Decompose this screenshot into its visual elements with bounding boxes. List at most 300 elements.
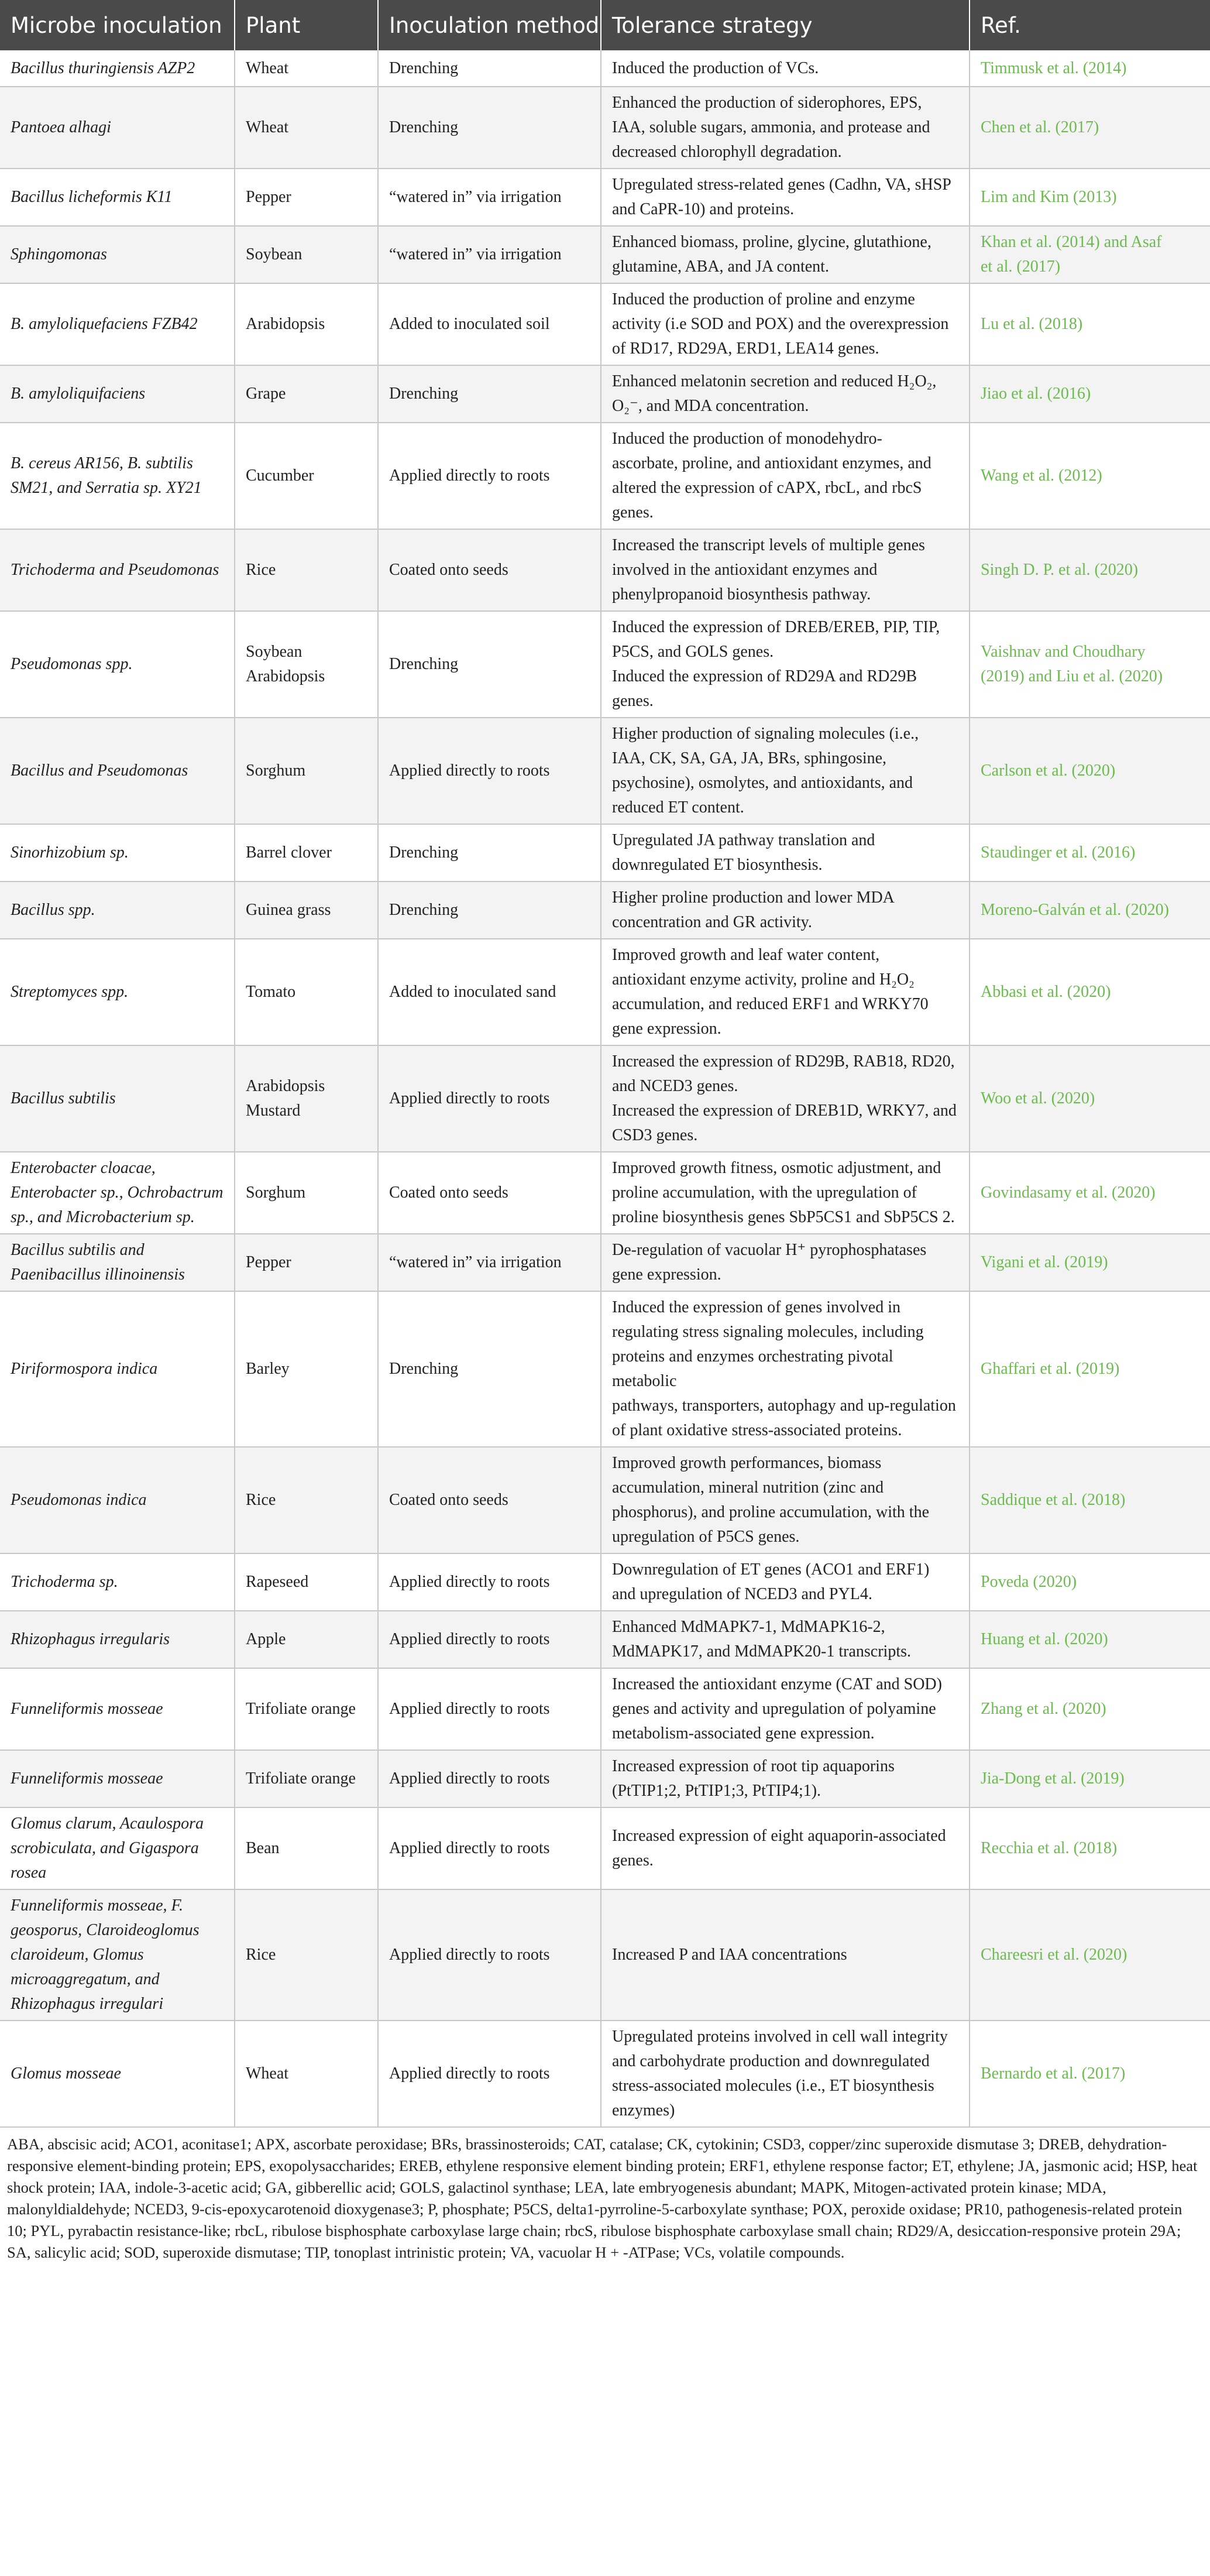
microbe-cell-line: rosea [11,1864,47,1882]
plant-cell-line: Sorghum [246,1184,306,1202]
strategy-cell-line: Induced the expression of RD29A and RD29B [612,667,917,685]
microbe-cell-line: Bacillus subtilis [11,1089,116,1107]
reference-link-line[interactable]: Chen et al. (2017) [981,118,1099,136]
reference-link[interactable] [970,529,1210,611]
plant-cell [235,226,378,283]
microbe-cell [0,529,235,611]
strategy-cell-line: Increased the expression of DREB1D, WRKY7, and [612,1102,957,1120]
strategy-cell-line: gene expression. [612,1020,721,1038]
strategy-cell-line: O₂⁻, and MDA concentration. [612,397,809,415]
strategy-cell [601,423,970,529]
strategy-cell-line: genes. [612,1851,654,1870]
plant-cell-line: Pepper [246,188,291,206]
strategy-cell-line: Induced the production of monodehydro- [612,430,882,448]
strategy-cell-line: upregulation of P5CS genes. [612,1528,800,1546]
strategy-cell-line: proline biosynthesis genes SbP5CS1 and SbP5CS 2. [612,1208,955,1226]
strategy-cell-line: IAA, CK, SA, GA, JA, BRs, sphingosine, [612,749,887,767]
reference-link-line[interactable]: Moreno-Galván et al. (2020) [981,901,1169,919]
table-row [0,1045,1210,1152]
reference-link-line[interactable]: Wang et al. (2012) [981,467,1102,485]
plant-cell [235,423,378,529]
plant-cell [235,881,378,939]
microbe-cell [0,283,235,365]
strategy-cell-line: Increased P and IAA concentrations [612,1946,847,1964]
reference-link[interactable] [970,611,1210,718]
microbe-cell [0,1889,235,2021]
method-cell: Drenching [378,87,601,169]
plant-cell [235,529,378,611]
table-row [0,1750,1210,1807]
reference-link[interactable] [970,1553,1210,1611]
strategy-cell-line: Higher production of signaling molecules (i.e., [612,725,919,743]
reference-link-line[interactable]: Timmusk et al. (2014) [981,59,1127,77]
plant-cell-line: Rice [246,1491,276,1509]
reference-link-line[interactable]: Staudinger et al. (2016) [981,843,1136,862]
strategy-cell-line: IAA, soluble sugars, ammonia, and protease and [612,118,930,136]
table-row [0,365,1210,423]
strategy-cell-line: glutamine, ABA, and JA content. [612,258,829,276]
strategy-cell-line: Enhanced the production of siderophores, EPS, [612,94,922,112]
strategy-cell-line: reduced ET content. [612,798,744,817]
microbe-cell [0,718,235,824]
reference-link-line[interactable]: Saddique et al. (2018) [981,1491,1126,1509]
strategy-cell-line: Enhanced melatonin secretion and reduced H₂O₂, [612,372,937,390]
table-row [0,50,1210,87]
reference-link-line[interactable]: Carlson et al. (2020) [981,762,1116,780]
microbe-cell-line: sp., and Microbacterium sp. [11,1208,195,1226]
strategy-cell-line: Increased the antioxidant enzyme (CAT and SOD) [612,1675,942,1693]
strategy-cell [601,1152,970,1234]
microbe-cell-line: Sinorhizobium sp. [11,843,129,862]
strategy-cell [601,226,970,283]
microbe-cell-line: Bacillus thuringiensis AZP2 [11,59,195,77]
reference-link-line[interactable]: Jiao et al. (2016) [981,385,1091,403]
microbe-cell-line: B. cereus AR156, B. subtilis [11,454,193,472]
table-row [0,1234,1210,1291]
strategy-cell [601,1750,970,1807]
plant-cell [235,1668,378,1750]
table-row [0,1889,1210,2021]
strategy-cell-line: concentration and GR activity. [612,913,812,931]
microbe-cell-line: Pantoea alhagi [11,118,111,136]
strategy-cell-line: De-regulation of vacuolar H⁺ pyrophosphatases [612,1241,927,1259]
method-cell: Applied directly to roots [378,1045,601,1152]
plant-cell-line: Cucumber [246,467,314,485]
plant-cell [235,50,378,87]
plant-cell [235,1234,378,1291]
method-cell: Applied directly to roots [378,423,601,529]
table-row [0,1668,1210,1750]
microbe-cell-line: Funneliformis mosseae [11,1700,163,1718]
method-cell: Coated onto seeds [378,529,601,611]
reference-link-line[interactable]: Bernardo et al. (2017) [981,2064,1126,2083]
reference-link[interactable] [970,87,1210,169]
microbe-cell-line: Rhizophagus irregularis [11,1630,170,1648]
microbe-cell [0,87,235,169]
microbe-cell [0,1234,235,1291]
microbe-cell [0,939,235,1045]
strategy-cell [601,1611,970,1668]
method-cell: Applied directly to roots [378,1807,601,1889]
microbe-cell-line: Bacillus spp. [11,901,95,919]
microbe-cell-line: SM21, and Serratia sp. XY21 [11,479,202,497]
microbe-cell [0,1045,235,1152]
strategy-cell-line: of RD17, RD29A, ERD1, LEA14 genes. [612,339,879,358]
reference-link[interactable] [970,1447,1210,1553]
strategy-cell-line: Increased expression of eight aquaporin-associated [612,1827,946,1845]
table-row [0,1291,1210,1447]
microbe-cell [0,169,235,226]
plant-cell-line: Arabidopsis [246,315,325,333]
strategy-cell-line: Enhanced MdMAPK7-1, MdMAPK16-2, [612,1618,885,1636]
strategy-cell-line: involved in the antioxidant enzymes and [612,561,878,579]
method-cell: Added to inoculated sand [378,939,601,1045]
method-cell: Drenching [378,50,601,87]
strategy-cell-line: P5CS, and GOLS genes. [612,643,774,661]
table-row [0,939,1210,1045]
microbe-cell-line: Funneliformis mosseae, F. [11,1896,184,1915]
plant-cell [235,1807,378,1889]
strategy-cell-line: Increased the transcript levels of multiple genes [612,536,925,554]
reference-link-line[interactable]: Lim and Kim (2013) [981,188,1117,206]
strategy-cell-line: regulating stress signaling molecules, including [612,1323,924,1341]
strategy-cell [601,283,970,365]
plant-cell [235,1611,378,1668]
plant-cell-line: Guinea grass [246,901,331,919]
plant-cell [235,283,378,365]
strategy-cell-line: genes. [612,692,654,710]
reference-link[interactable] [970,2021,1210,2127]
strategy-cell-line: Improved growth performances, biomass [612,1454,882,1472]
strategy-cell-line: Increased expression of root tip aquaporins [612,1757,895,1775]
strategy-cell-line: genes and activity and upregulation of polyamine [612,1700,936,1718]
strategy-cell-line: Induced the expression of genes involved in [612,1298,900,1316]
table-row [0,1611,1210,1668]
strategy-cell [601,824,970,881]
strategy-cell-line: accumulation, and reduced ERF1 and WRKY70 [612,995,929,1013]
strategy-cell-line: phosphorus), and proline accumulation, with the [612,1503,929,1521]
reference-link[interactable] [970,1045,1210,1152]
table-row [0,718,1210,824]
microbe-cell-line: claroideum, Glomus [11,1946,144,1964]
strategy-cell-line: Induced the production of VCs. [612,59,819,77]
plant-cell-line: Rice [246,1946,276,1964]
strategy-cell-line: Improved growth fitness, osmotic adjustment, and [612,1159,941,1177]
microbe-cell-line: Paenibacillus illinoinensis [11,1265,185,1284]
strategy-cell-line: gene expression. [612,1265,721,1284]
strategy-cell [601,1045,970,1152]
microbe-cell-line: scrobiculata, and Gigaspora [11,1839,199,1857]
strategy-cell [601,50,970,87]
strategy-cell [601,1291,970,1447]
strategy-cell [601,529,970,611]
method-cell: “watered in” via irrigation [378,226,601,283]
reference-link-line[interactable]: Woo et al. (2020) [981,1089,1095,1107]
reference-link-line[interactable]: Khan et al. (2014) and Asaf [981,233,1162,251]
method-cell: Drenching [378,881,601,939]
reference-link-line[interactable]: Lu et al. (2018) [981,315,1083,333]
reference-link-line[interactable]: Abbasi et al. (2020) [981,983,1111,1001]
strategy-cell-line: MdMAPK17, and MdMAPK20-1 transcripts. [612,1642,911,1661]
table-row [0,881,1210,939]
plant-cell-line: Tomato [246,983,296,1001]
microbe-cell [0,50,235,87]
table-row [0,87,1210,169]
strategy-cell [601,1889,970,2021]
table-row [0,1807,1210,1889]
reference-link-line[interactable]: et al. (2017) [981,258,1061,276]
plant-cell [235,611,378,718]
reference-link-line[interactable]: Jia-Dong et al. (2019) [981,1769,1125,1788]
microbe-cell-line: Bacillus licheformis K11 [11,188,173,206]
plant-cell [235,1045,378,1152]
strategy-cell-line: Upregulated stress-related genes (Cadhn, VA, sHSP [612,176,951,194]
microbe-cell-line: Sphingomonas [11,245,107,263]
plant-cell [235,1152,378,1234]
reference-link[interactable] [970,1668,1210,1750]
plant-cell-line: Trifoliate orange [246,1769,356,1788]
method-cell: Drenching [378,824,601,881]
method-cell: Applied directly to roots [378,1553,601,1611]
reference-link[interactable] [970,718,1210,824]
header-ref: Ref. [970,0,1210,50]
reference-link[interactable] [970,1807,1210,1889]
microbe-cell-line: Enterobacter cloacae, [11,1159,156,1177]
reference-link-line[interactable]: Govindasamy et al. (2020) [981,1184,1156,1202]
plant-cell-line: Bean [246,1839,280,1857]
method-cell: Coated onto seeds [378,1447,601,1553]
reference-link-line[interactable]: Vaishnav and Choudhary [981,643,1146,661]
reference-link[interactable] [970,881,1210,939]
table-row [0,529,1210,611]
strategy-cell-line: pathways, transporters, autophagy and up-regulation [612,1397,956,1415]
reference-link[interactable] [970,824,1210,881]
table-row [0,423,1210,529]
reference-link-line[interactable]: (2019) and Liu et al. (2020) [981,667,1163,685]
microbe-cell [0,881,235,939]
microbe-cell-line: Streptomyces spp. [11,983,129,1001]
plant-cell [235,1291,378,1447]
strategy-cell-line: Induced the expression of DREB/EREB, PIP, TIP, [612,618,940,636]
table-row [0,1152,1210,1234]
strategy-cell-line: proteins and enzymes orchestrating pivotal metabolic [612,1347,893,1390]
microbe-cell-line: geosporus, Claroideoglomus [11,1921,200,1939]
reference-link[interactable] [970,423,1210,529]
plant-cell [235,2021,378,2127]
table-body [0,50,1210,2127]
strategy-cell-line: Improved growth and leaf water content, [612,946,880,964]
table-row [0,1447,1210,1553]
plant-cell-line: Pepper [246,1253,291,1271]
strategy-cell [601,1447,970,1553]
table-row [0,2021,1210,2127]
strategy-cell-line: Enhanced biomass, proline, glycine, glutathione, [612,233,931,251]
strategy-cell-line: ascorbate, proline, and antioxidant enzymes, and [612,454,931,472]
strategy-cell-line: accumulation, mineral nutrition (zinc and [612,1479,884,1497]
microbe-cell [0,1611,235,1668]
strategy-cell-line: of plant oxidative stress-associated proteins. [612,1421,902,1439]
table-row [0,283,1210,365]
microbe-cell-line: microaggregatum, and [11,1970,160,1988]
plant-cell-line: Barley [246,1360,290,1378]
strategy-cell-line: antioxidant enzyme activity, proline and H₂O₂ [612,970,915,989]
reference-link-line[interactable]: Recchia et al. (2018) [981,1839,1118,1857]
plant-cell-line: Barrel clover [246,843,332,862]
reference-link[interactable] [970,283,1210,365]
strategy-cell-line: decreased chlorophyll degradation. [612,143,842,161]
strategy-cell [601,1234,970,1291]
microbe-cell-line: Rhizophagus irregulari [11,1995,164,2013]
microbe-cell-line: Glomus clarum, Acaulospora [11,1814,204,1833]
microbe-cell [0,1750,235,1807]
microbe-cell [0,423,235,529]
header-plant: Plant [235,0,378,50]
method-cell: Applied directly to roots [378,1889,601,2021]
table-row [0,169,1210,226]
reference-link[interactable] [970,1234,1210,1291]
plant-cell-line: Wheat [246,2064,289,2083]
microbe-cell-line: B. amyloliquefaciens FZB42 [11,315,198,333]
plant-cell-line: Wheat [246,118,289,136]
method-cell: “watered in” via irrigation [378,1234,601,1291]
plant-cell-line: Trifoliate orange [246,1700,356,1718]
strategy-cell [601,939,970,1045]
table-row [0,824,1210,881]
plant-cell [235,169,378,226]
plant-cell [235,1750,378,1807]
microbe-cell-line: Bacillus subtilis and [11,1241,145,1259]
header-inoculation-method: Inoculation method [378,0,601,50]
table-header [0,0,1210,50]
method-cell: Coated onto seeds [378,1152,601,1234]
reference-link[interactable] [970,1291,1210,1447]
reference-link[interactable] [970,226,1210,283]
strategy-cell-line: Downregulation of ET genes (ACO1 and ERF1) [612,1560,930,1579]
reference-link-line[interactable]: Chareesri et al. (2020) [981,1946,1128,1964]
reference-link[interactable] [970,169,1210,226]
plant-cell [235,1553,378,1611]
strategy-cell [601,1807,970,1889]
microbe-cell-line: Enterobacter sp., Ochrobactrum [11,1184,224,1202]
microbe-cell-line: Trichoderma sp. [11,1573,118,1591]
strategy-cell [601,1668,970,1750]
microbe-cell [0,1447,235,1553]
microbe-cell-line: Trichoderma and Pseudomonas [11,561,219,579]
abbreviations-footnote: ABA, abscisic acid; ACO1, aconitase1; APX, ascorbate peroxidase; BRs, brassinosteroids; CAT, catalase; CK, cytokinin; CSD3, copper/zinc superoxide dismutase 3; DREB, dehydration-responsive element-binding protein; EPS, exopolysaccharides; EREB, ethylene responsive element binding protein; ERF1, ethylene response factor; ET, ethylene; JA, jasmonic acid; HSP, heat shock protein; IAA, indole-3-acetic acid; GA, gibberellic acid; GOLS, galactinol synthase; LEA, late embryogenesis abundant; MAPK, Mitogen-activated protein kinase; MDA, malonyldialdehyde; NCED3, 9-cis-epoxycarotenoid dioxygenase3; P, phosphate; P5CS, delta1-pyrroline-5-carboxylate synthase; POX, peroxide oxidase; PR10, pathogenesis-related protein 10; PYL, pyrabactin resistance-like; rbcL, ribulose bisphosphate carboxylase large chain; rbcS, ribulose bisphosphate carboxylase small chain; RD29/A, desiccation-responsive protein 29A; SA, salicylic acid; SOD, superoxide dismutase; TIP, tonoplast intrinistic protein; VA, vacuolar H + -ATPase; VCs, volatile compounds. [7,2135,1198,2261]
strategy-cell-line: (PtTIP1;2, PtTIP1;3, PtTIP4;1). [612,1782,821,1800]
method-cell: Drenching [378,611,601,718]
strategy-cell [601,2021,970,2127]
microbe-cell [0,611,235,718]
table-row [0,1553,1210,1611]
microbe-cell-line: Funneliformis mosseae [11,1769,163,1788]
strategy-cell [601,1553,970,1611]
strategy-cell-line: and CaPR-10) and proteins. [612,200,795,218]
microbe-cell-line: Piriformospora indica [11,1360,158,1378]
method-cell: Added to inoculated soil [378,283,601,365]
microbe-cell [0,1807,235,1889]
reference-link[interactable] [970,1611,1210,1668]
method-cell: Drenching [378,365,601,423]
strategy-cell [601,87,970,169]
strategy-cell-line: enzymes) [612,2101,675,2119]
method-cell: Applied directly to roots [378,1750,601,1807]
reference-link-line[interactable]: Ghaffari et al. (2019) [981,1360,1120,1378]
microbe-cell-line: Pseudomonas indica [11,1491,147,1509]
strategy-cell-line: downregulated ET biosynthesis. [612,856,823,874]
reference-link-line[interactable]: Vigani et al. (2019) [981,1253,1108,1271]
strategy-cell-line: activity (i.e SOD and POX) and the overexpression [612,315,949,333]
microbe-cell-line: B. amyloliquifaciens [11,385,146,403]
plant-cell-line: Apple [246,1630,286,1648]
microbe-cell [0,824,235,881]
plant-cell-line: Rapeseed [246,1573,309,1591]
reference-link-line[interactable]: Poveda (2020) [981,1573,1077,1591]
plant-cell-line: Rice [246,561,276,579]
strategy-cell-line: genes. [612,503,654,522]
microbe-cell [0,1291,235,1447]
strategy-cell-line: and NCED3 genes. [612,1077,738,1095]
plant-cell-line: Soybean [246,245,302,263]
reference-link[interactable] [970,1750,1210,1807]
method-cell: “watered in” via irrigation [378,169,601,226]
reference-link-line[interactable]: Zhang et al. (2020) [981,1700,1106,1718]
plant-cell [235,1889,378,2021]
strategy-cell [601,611,970,718]
plant-cell [235,365,378,423]
method-cell: Drenching [378,1291,601,1447]
microbe-cell [0,2021,235,2127]
reference-link[interactable] [970,939,1210,1045]
strategy-cell-line: and upregulation of NCED3 and PYL4. [612,1585,872,1603]
plant-cell-line: Grape [246,385,286,403]
method-cell: Applied directly to roots [378,1611,601,1668]
strategy-cell [601,169,970,226]
microbe-cell-line: Glomus mosseae [11,2064,121,2083]
strategy-cell-line: metabolism-associated gene expression. [612,1724,875,1743]
reference-link[interactable] [970,50,1210,87]
header-row [0,0,1210,50]
strategy-cell-line: Upregulated JA pathway translation and [612,831,875,849]
header-tolerance-strategy: Tolerance strategy [601,0,970,50]
strategy-cell [601,881,970,939]
header-microbe-inoculation: Microbe inoculation [0,0,235,50]
microbe-cell [0,226,235,283]
microbe-cell [0,1668,235,1750]
reference-link-line[interactable]: Singh D. P. et al. (2020) [981,561,1139,579]
plant-cell-line: Arabidopsis [246,667,325,685]
microbe-cell-line: Pseudomonas spp. [11,655,133,673]
method-cell: Applied directly to roots [378,718,601,824]
reference-link[interactable] [970,1152,1210,1234]
strategy-cell-line: phenylpropanoid biosynthesis pathway. [612,585,871,603]
reference-link-line[interactable]: Huang et al. (2020) [981,1630,1108,1648]
strategy-cell-line: Higher proline production and lower MDA [612,889,895,907]
method-cell: Applied directly to roots [378,1668,601,1750]
table-row [0,226,1210,283]
plant-cell [235,939,378,1045]
strategy-cell-line: CSD3 genes. [612,1126,698,1144]
microbe-cell [0,1152,235,1234]
plant-cell [235,718,378,824]
plant-cell [235,824,378,881]
strategy-cell [601,718,970,824]
strategy-cell-line: Induced the production of proline and enzyme [612,290,915,308]
reference-link[interactable] [970,1889,1210,2021]
strategy-cell [601,365,970,423]
method-cell: Applied directly to roots [378,2021,601,2127]
reference-link[interactable] [970,365,1210,423]
